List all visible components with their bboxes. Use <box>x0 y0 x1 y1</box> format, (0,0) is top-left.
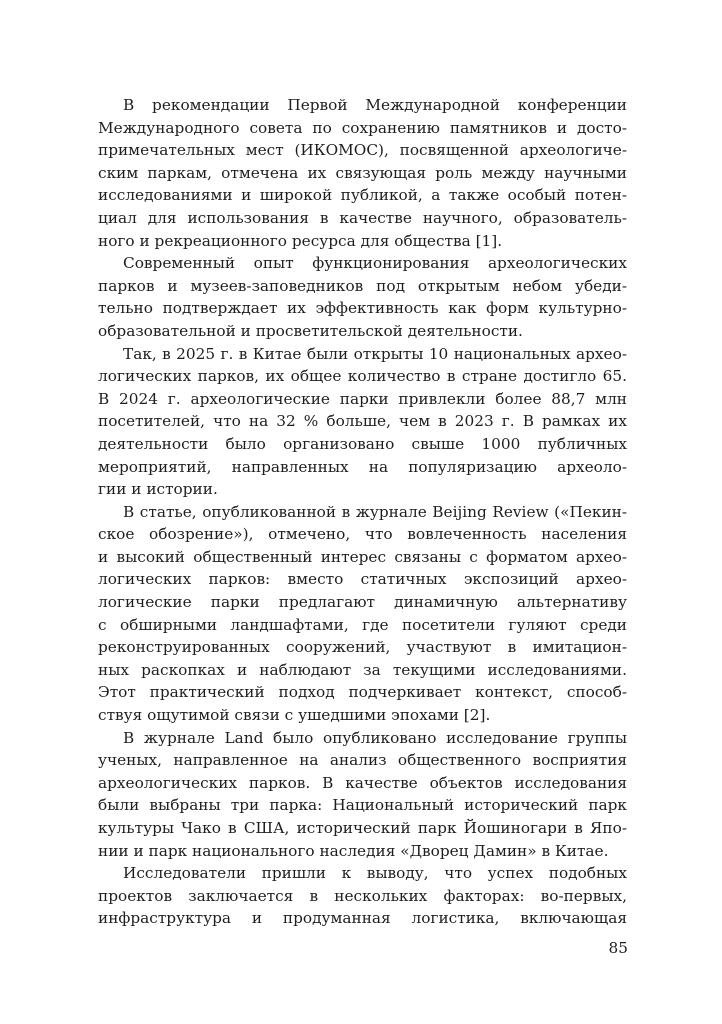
text-line: реконструированных сооружений, участвуют в имитацион- <box>98 638 627 657</box>
text-line: циал для использования в качестве научного, образователь- <box>98 208 627 227</box>
text-line: логические парки предлагают динамичную альтернативу <box>98 593 627 612</box>
text-line: В 2024 г. археологические парки привлекли более 88,7 млн <box>98 389 627 408</box>
text-line: логических парков, их общее количество в стране достигло 65. <box>98 367 627 386</box>
text-line: парков и музеев-заповедников под открытым небом убеди- <box>98 276 627 295</box>
text-line: посетителей, что на 32 % больше, чем в 2023 г. В рамках их <box>98 412 627 431</box>
text-line: Этот практический подход подчеркивает контекст, способ- <box>98 683 627 702</box>
paragraph-researchers-conclusion <box>98 862 627 930</box>
text-line: примечательных мест (ИКОМОС), посвященной археологиче- <box>98 141 627 160</box>
text-line: Исследователи пришли к выводу, что успех подобных <box>123 864 627 883</box>
text-line: Международного совета по сохранению памятников и досто- <box>98 118 627 137</box>
paragraph-icomos <box>98 94 627 252</box>
text-line: образовательной и просветительской деятельности. <box>98 321 523 340</box>
text-line: В рекомендации Первой Международной конференции <box>123 96 627 114</box>
text-line: логических парков: вместо статичных экспозиций архео- <box>98 570 627 589</box>
text-line: проектов заключается в нескольких факторах: во-первых, <box>98 886 627 905</box>
text-line: деятельности было организовано свыше 1000 публичных <box>98 434 627 453</box>
text-line: инфраструктура и продуманная логистика, включающая <box>98 909 627 928</box>
text-line: В статье, опубликованной в журнале Beijing Review («Пекин- <box>123 502 627 521</box>
text-line: ного и рекреационного ресурса для общества [1]. <box>98 231 503 250</box>
text-line: В журнале Land было опубликовано исследование группы <box>123 728 627 747</box>
page-number: 85 <box>608 939 628 957</box>
text-line: ных раскопках и наблюдают за текущими исследованиями. <box>98 660 627 679</box>
text-line: ученых, направленное на анализ общественного восприятия <box>98 751 627 770</box>
text-line: гии и истории. <box>98 480 218 499</box>
paragraph-land-journal <box>98 727 627 863</box>
text-line: Современный опыт функционирования археологических <box>123 254 627 273</box>
text-line: тельно подтверждает их эффективность как форм культурно- <box>98 299 627 318</box>
paragraph-beijing-review <box>98 501 627 727</box>
text-line: и высокий общественный интерес связаны с форматом архео- <box>98 547 627 566</box>
paragraph-modern-experience <box>98 252 627 342</box>
text-line: ское обозрение»), отмечено, что вовлеченность населения <box>98 525 627 544</box>
text-line: мероприятий, направленных на популяризацию археоло- <box>98 457 627 476</box>
text-line: Так, в 2025 г. в Китае были открыты 10 национальных архео- <box>123 344 627 363</box>
paragraph-china-statistics <box>98 343 627 501</box>
page-body <box>98 94 627 930</box>
text-line: были выбраны три парка: Национальный исторический парк <box>98 796 627 815</box>
text-line: ским паркам, отмечена их связующая роль между научными <box>98 163 627 182</box>
text-line: археологических парков. В качестве объектов исследования <box>98 773 627 792</box>
text-line: культуры Чако в США, исторический парк Йошиногари в Япо- <box>98 819 627 837</box>
text-line: нии и парк национального наследия «Дворец Дамин» в Китае. <box>98 841 609 860</box>
text-line: ствуя ощутимой связи с ушедшими эпохами [2]. <box>98 706 491 725</box>
text-line: с обширными ландшафтами, где посетители гуляют среди <box>98 615 627 634</box>
text-line: исследованиями и широкой публикой, а также особый потен- <box>98 186 627 205</box>
